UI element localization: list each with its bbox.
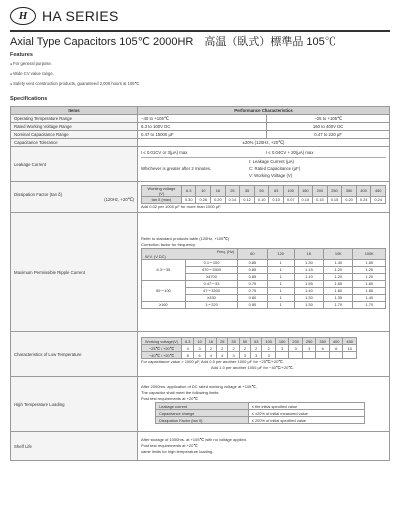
high-temp-cell (138, 377, 390, 432)
lt-25-value: 2 (217, 345, 228, 352)
df-voltage-value: 250 (327, 185, 342, 196)
lt-40-value: 3 (251, 352, 262, 359)
ripple-factor: 1.60 (324, 287, 353, 294)
lt-25-value: 6 (329, 345, 343, 352)
df-voltage-row (142, 185, 386, 196)
ripple-voltage-range: ≥160 (142, 301, 186, 308)
rated-voltage-label: Rated Working Voltage Range (11, 123, 138, 131)
df-tan-value: 0.24 (356, 196, 371, 203)
df-voltage-value: 50 (254, 185, 269, 196)
rated-voltage-left: 6.3 to 100V DC (138, 123, 267, 131)
lt-40-value (329, 352, 343, 359)
df-tan-value: 0.24 (371, 196, 386, 203)
ripple-factor: 0.75 (238, 280, 267, 287)
lt-40-value (343, 352, 357, 359)
product-title: Axial Type Capacitors 105℃ 2000HR 高温（臥式）標準品 105℃ (10, 36, 336, 48)
lt-40-header: −40℃ / +20℃ (142, 352, 182, 359)
lt-voltage-value: 200 (289, 338, 303, 345)
ripple-freq-label: Freq. (Hz) (216, 248, 235, 254)
ripple-factor: 1.15 (294, 266, 323, 273)
ripple-voltage-range: 6.3～35 (142, 259, 186, 280)
rated-voltage-right: 160 to 400V DC (267, 123, 390, 131)
features-list (10, 59, 140, 89)
lt-25-value: 3 (275, 345, 289, 352)
df-tan-header: tan δ (max) (142, 196, 182, 203)
df-voltage-value: 400 (356, 185, 371, 196)
lt-voltage-value: 250 (302, 338, 316, 345)
op-temp-left: −40 to +105℃ (138, 115, 267, 123)
leakage-legend-c: C: Rated Capacitance (μF) (249, 166, 301, 171)
df-tan-value: 0.20 (211, 196, 226, 203)
ripple-factor: 1.40 (324, 259, 353, 266)
lt-25-value: 6 (316, 345, 330, 352)
df-tan-value: 0.10 (254, 196, 269, 203)
lt-25-header: −25℃ / +20℃ (142, 345, 182, 352)
low-temp-table (141, 337, 357, 359)
leakage-legend-v: V: Working Voltage (V) (249, 173, 293, 178)
df-tan-row (142, 196, 386, 203)
ripple-wv-label: W.V. (V DC) (145, 253, 166, 259)
df-tan-value: 0.15 (298, 196, 313, 203)
df-tan-value: 0.15 (327, 196, 342, 203)
ripple-cap-range: 0.1～100 (185, 259, 237, 266)
high-temp-requirement: ≤ the initial specified value (248, 403, 364, 410)
ripple-factor: 1.20 (353, 273, 386, 280)
ripple-factor: 0.85 (238, 259, 267, 266)
ripple-factor: 1.65 (353, 287, 386, 294)
ripple-factor: 1.70 (324, 301, 353, 308)
ripple-factor: 1.20 (324, 273, 353, 280)
leakage-formula-left: I ≤ 0.01CV or 3(μA) max (141, 150, 188, 155)
ripple-factor: 0.80 (238, 294, 267, 301)
lt-voltage-value: 160 (275, 338, 289, 345)
ripple-factor: 1.35 (324, 294, 353, 301)
ripple-freq-wv-header (142, 248, 238, 259)
lt-voltage-value: 35 (228, 338, 239, 345)
lt-voltage-header: Working voltage(V) (142, 338, 182, 345)
high-temp-intro-1: After 2000hrs. application of DC rated working voltage at +105℃, (141, 384, 258, 389)
ripple-factor: 1.55 (294, 280, 323, 287)
df-tan-value: 0.30 (181, 196, 196, 203)
lt-40-value (289, 352, 303, 359)
ripple-factor: 1.70 (353, 301, 386, 308)
feature-item: ● For general purpose. (10, 59, 140, 69)
leakage-label: Leakage Current (11, 147, 138, 182)
ripple-factor: 1 (267, 287, 294, 294)
ripple-factor: 0.80 (238, 301, 267, 308)
lt-40-value: 8 (182, 352, 194, 359)
series-header (10, 3, 119, 29)
header-rule (10, 30, 390, 32)
brand-logo: H (10, 7, 36, 25)
df-tan-value: 0.12 (240, 196, 255, 203)
lt-25-value: 4 (182, 345, 194, 352)
df-voltage-value: 200 (313, 185, 328, 196)
op-temp-label: Operating Temperature Range (11, 115, 138, 123)
high-temp-requirement: ≤ 200% of initial specified value (248, 417, 364, 424)
ripple-table (141, 248, 386, 309)
shelf-life-line-1: After storage of 1000hrs. at +105℃ with no voltage applied. (141, 437, 248, 442)
ripple-cap-range: 0.47～33 (185, 280, 237, 287)
features-heading: Features (10, 52, 33, 58)
ripple-note-1: Refer to standard products table (120Hz, +105℃) (141, 235, 230, 241)
df-voltage-value: 160 (298, 185, 313, 196)
series-name: HA SERIES (42, 8, 119, 24)
leakage-cell (138, 147, 390, 182)
ripple-note-2: Correction factor for frequency. (141, 241, 196, 247)
feature-item: ● Safety vent construction products, guaranteed 2,000 hours at 105℃. (10, 79, 140, 89)
ripple-cap-range: 47～3300 (185, 287, 237, 294)
df-tan-value: 0.26 (196, 196, 211, 203)
ripple-voltage-range: 50～100 (142, 280, 186, 301)
df-tan-value: 0.07 (283, 196, 298, 203)
high-temp-item: Dissipation Factor (tan δ) (156, 417, 249, 424)
ripple-factor: 1.20 (324, 266, 353, 273)
ripple-factor: 1 (267, 301, 294, 308)
df-voltage-value: 350 (342, 185, 357, 196)
cap-tolerance-value: ±20% (120Hz, +20℃) (138, 139, 390, 147)
ripple-row (142, 301, 386, 308)
leakage-formula-right: I ≤ 0.04CV + 20(μA) max (266, 150, 314, 155)
ripple-cap-range: 470～3300 (185, 266, 237, 273)
ripple-row (142, 259, 386, 266)
ripple-factor: 1.30 (294, 259, 323, 266)
lt-40-value (275, 352, 289, 359)
nominal-cap-label: Nominal Capacitance Range (11, 131, 138, 139)
low-temp-label: Characteristics of Low Temperature (11, 332, 138, 377)
ripple-factor: 1 (267, 280, 294, 287)
high-temp-requirement: ≤ ±20% of initial measured value (248, 410, 364, 417)
cap-tolerance-label: Capacitance Tolerance (11, 139, 138, 147)
ripple-cell (138, 213, 390, 332)
col-performance: Performance Characteristics (138, 107, 390, 115)
high-temp-item: Capacitance change (156, 410, 249, 417)
ripple-factor: 0.85 (238, 273, 267, 280)
lt-voltage-value: 63 (251, 338, 262, 345)
high-temp-intro-2: The capacitor shall meet the following limits: (141, 390, 220, 395)
lt-voltage-value: 50 (239, 338, 250, 345)
lt-25-value: 3 (194, 345, 205, 352)
lt-25-value: 3 (289, 345, 303, 352)
ripple-factor: 1.65 (353, 259, 386, 266)
lt-voltage-value: 25 (217, 338, 228, 345)
lt-voltage-value: 450 (343, 338, 357, 345)
dissipation-condition: (120Hz, +20℃) (104, 196, 134, 202)
ripple-cap-range: ≥4700 (185, 273, 237, 280)
feature-item: ● Wide CV value range. (10, 69, 140, 79)
ripple-freq-value: 10K (324, 248, 353, 259)
specifications-heading: Specifications (10, 96, 48, 102)
ripple-freq-value: 120 (267, 248, 294, 259)
lt-40-value: 6 (194, 352, 205, 359)
shelf-life-line-3: same limits for high temperature loading. (141, 449, 214, 454)
nominal-cap-right: 0.47 to 220 μF (267, 131, 390, 139)
lt-40-value: 3 (228, 352, 239, 359)
ripple-factor: 1.25 (353, 266, 386, 273)
lt-25-value: 15 (343, 345, 357, 352)
lt-40-row (142, 352, 357, 359)
ripple-freq-value: 60 (238, 248, 267, 259)
dissipation-note: Add 0.02 per 1000 μF for more than 1000 μF. (141, 203, 222, 209)
lt-40-value: 4 (205, 352, 216, 359)
low-temp-cell (138, 332, 390, 377)
ripple-factor: 1 (267, 259, 294, 266)
dissipation-table (141, 185, 386, 204)
df-tan-value: 0.14 (225, 196, 240, 203)
ripple-freq-value: 1K (294, 248, 323, 259)
ripple-factor: 0.75 (238, 287, 267, 294)
ripple-factor: 1.30 (294, 294, 323, 301)
df-tan-value: 0.15 (313, 196, 328, 203)
specifications-table (10, 106, 390, 461)
op-temp-right: −25 to +105℃ (267, 115, 390, 123)
lt-25-value: 3 (302, 345, 316, 352)
lt-voltage-value: 6.3 (182, 338, 194, 345)
lt-40-value: 3 (262, 352, 276, 359)
low-temp-note-2: Add 1.0 per another 1000 μF for −40℃/+20℃. (211, 365, 294, 370)
df-voltage-value: 25 (225, 185, 240, 196)
df-voltage-header: Working voltage (V) (142, 185, 182, 196)
dissipation-cell (138, 182, 390, 213)
high-temp-row (156, 410, 365, 417)
df-tan-value: 0.10 (269, 196, 284, 203)
shelf-life-label: Shelf Life (11, 432, 138, 461)
shelf-life-cell (138, 432, 390, 461)
ripple-factor: 1.10 (294, 273, 323, 280)
df-voltage-value: 6.3 (181, 185, 196, 196)
lt-25-value: 2 (251, 345, 262, 352)
high-temp-table (155, 402, 365, 424)
ripple-label: Maximum Permissible Ripple Current (11, 213, 138, 332)
ripple-cap-range: 1～220 (185, 301, 237, 308)
dissipation-label-cell (11, 182, 138, 213)
ripple-header-row (142, 248, 386, 259)
lt-voltage-value: 100 (262, 338, 276, 345)
df-voltage-value: 16 (211, 185, 226, 196)
df-tan-value: 0.20 (342, 196, 357, 203)
ripple-factor: 1 (267, 266, 294, 273)
high-temp-row (156, 403, 365, 410)
leakage-legend-i: I: Leakage Current (μA) (249, 159, 294, 164)
lt-voltage-value: 350 (316, 338, 330, 345)
leakage-whichever: Whichever is greater after 2 minutes. (141, 166, 212, 171)
high-temp-label: High Temperature Loading (11, 377, 138, 432)
high-temp-intro-3: Post test requirements at +20℃ (141, 396, 198, 401)
ripple-factor: 1 (267, 273, 294, 280)
lt-25-value: 2 (262, 345, 276, 352)
df-voltage-value: 35 (240, 185, 255, 196)
df-voltage-value: 100 (283, 185, 298, 196)
lt-25-row (142, 345, 357, 352)
lt-25-value: 2 (228, 345, 239, 352)
ripple-factor: 1 (267, 294, 294, 301)
shelf-life-line-2: Post test requirements at +20℃ (141, 443, 198, 448)
df-voltage-value: 10 (196, 185, 211, 196)
dissipation-label: Dissipation Factor (tan δ) (14, 191, 63, 197)
lt-25-value: 2 (239, 345, 250, 352)
lt-40-value (316, 352, 330, 359)
high-temp-item: Leakage current (156, 403, 249, 410)
lt-voltage-value: 400 (329, 338, 343, 345)
ripple-factor: 1.65 (324, 280, 353, 287)
ripple-factor: 1.40 (294, 287, 323, 294)
col-items: Items (11, 107, 138, 115)
nominal-cap-left: 0.47 to 15000 μF (138, 131, 267, 139)
df-voltage-value: 450 (371, 185, 386, 196)
lt-40-value: 3 (239, 352, 250, 359)
ripple-cap-range: ≥330 (185, 294, 237, 301)
df-voltage-value: 63 (269, 185, 284, 196)
ripple-factor: 0.85 (238, 266, 267, 273)
ripple-row (142, 280, 386, 287)
lt-40-value (302, 352, 316, 359)
ripple-factor: 1.40 (353, 294, 386, 301)
ripple-factor: 1.60 (353, 280, 386, 287)
lt-25-value: 2 (205, 345, 216, 352)
lt-voltage-value: 16 (205, 338, 216, 345)
ripple-freq-value: 100K (353, 248, 386, 259)
lt-voltage-value: 10 (194, 338, 205, 345)
low-temp-note-1: For capacitance value > 1000 μF, Add 0.5 per another 1000 μF for −25℃/+20℃. (141, 359, 284, 364)
lt-40-value: 4 (217, 352, 228, 359)
ripple-factor: 1.30 (294, 301, 323, 308)
lt-voltage-row (142, 338, 357, 345)
high-temp-row (156, 417, 365, 424)
